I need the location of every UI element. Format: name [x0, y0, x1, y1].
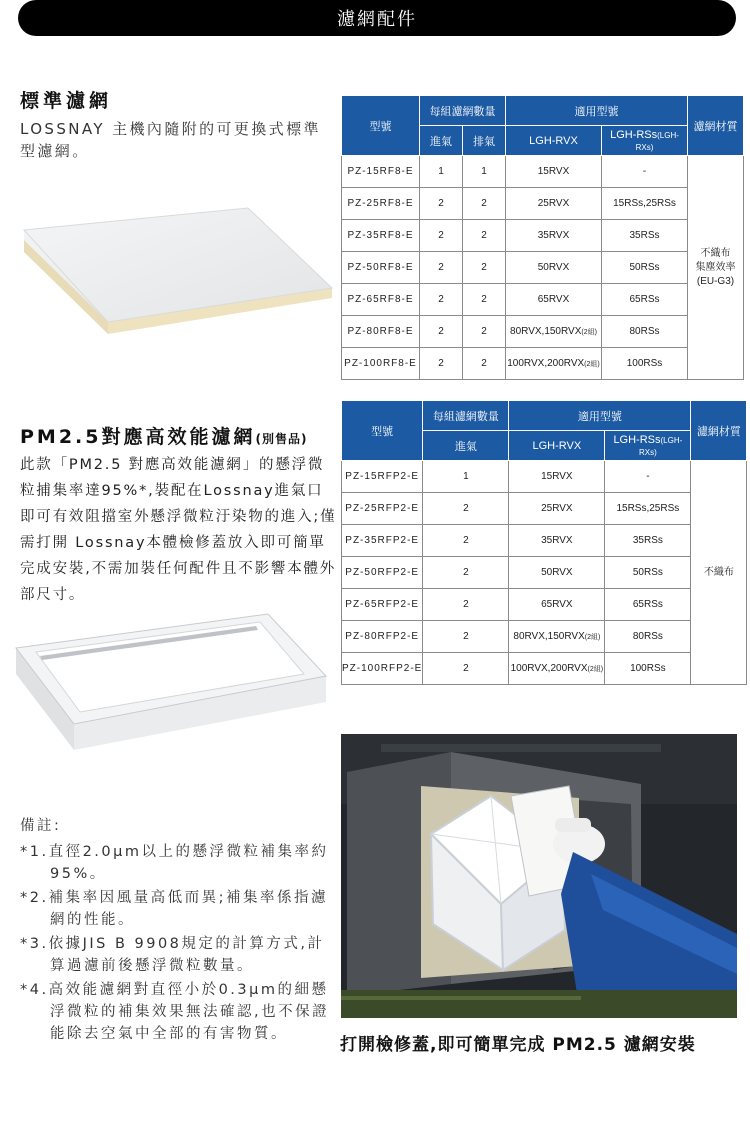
table-row: PZ-100RF8-E 2 2 100RVX,200RVX(2組) 100RSs: [342, 348, 744, 380]
header-applicable-model: 適用型號: [509, 401, 691, 431]
header-lgh-rss: LGH-RSs(LGH-RXs): [602, 126, 688, 156]
table-row: PZ-35RFP2-E 2 35RVX 35RSs: [342, 525, 747, 557]
note-item: *1.直徑2.0μm以上的懸浮微粒補集率約95%。: [20, 844, 329, 882]
pm25-filter-description: 此款「PM2.5 對應高效能濾網」的懸浮微粒捕集率達95%*,裝配在Lossnay進氣口即可有效阻擋室外懸浮微粒汙染物的進入;僅需打開 Lossnay本體檢修蓋放入即可簡單完成安裝,不需加裝任何配件且不影響本體外部尺寸。: [20, 457, 337, 603]
header-lgh-rss: LGH-RSs(LGH-RXs): [605, 431, 691, 461]
header-model: 型號: [342, 96, 420, 156]
table-row: PZ-15RF8-E 1 1 15RVX - 不織布 集塵效率 (EU-G3): [342, 156, 744, 188]
pm25-filter-title: PM2.5對應高效能濾網(別售品): [20, 426, 308, 448]
table-row: PZ-80RF8-E 2 2 80RVX,150RVX(2組) 80RSs: [342, 316, 744, 348]
header-lgh-rvx: LGH-RVX: [509, 431, 605, 461]
header-filter-qty: 每組濾網數量: [420, 96, 506, 126]
table-row: PZ-35RF8-E 2 2 35RVX 35RSs: [342, 220, 744, 252]
table-row: PZ-25RF8-E 2 2 25RVX 15RSs,25RSs: [342, 188, 744, 220]
installation-photo: [341, 734, 737, 1018]
standard-filter-spec-table: [341, 95, 744, 380]
pm25-filter-image: [14, 612, 334, 752]
note-item: *4.高效能濾網對直徑小於0.3μm的細懸浮微粒的補集效果無法確認,也不保證能除去空氣中全部的有害物質。: [20, 982, 330, 1042]
table-row: PZ-50RFP2-E 2 50RVX 50RSs: [342, 557, 747, 589]
standard-filter-description: LOSSNAY 主機內隨附的可更換式標準型濾網。: [20, 120, 321, 160]
pm25-filter-spec-table: [341, 400, 747, 685]
note-item: *3.依據JIS B 9908規定的計算方式,計算過濾前後懸浮微粒數量。: [20, 936, 325, 974]
header-filter-qty: 每組濾網數量: [423, 401, 509, 431]
table-row: PZ-65RF8-E 2 2 65RVX 65RSs: [342, 284, 744, 316]
header-intake: 進氣: [420, 126, 463, 156]
table-row: PZ-50RF8-E 2 2 50RVX 50RSs: [342, 252, 744, 284]
notes: [20, 815, 340, 1047]
table-row: PZ-15RFP2-E 1 15RVX - 不織布: [342, 461, 747, 493]
table-row: PZ-25RFP2-E 2 25RVX 15RSs,25RSs: [342, 493, 747, 525]
header-filter-material: 濾網材質: [691, 401, 747, 461]
header-applicable-model: 適用型號: [506, 96, 688, 126]
material-cell: 不織布 集塵效率 (EU-G3): [688, 156, 744, 380]
header-filter-material: 濾網材質: [688, 96, 744, 156]
header-exhaust: 排氣: [463, 126, 506, 156]
material-cell: 不織布: [691, 461, 747, 685]
page-banner: [18, 0, 736, 36]
photo-caption: 打開檢修蓋,即可簡單完成 PM2.5 濾網安裝: [340, 1035, 696, 1055]
note-item: *2.補集率因風量高低而異;補集率係指濾網的性能。: [20, 890, 328, 928]
header-intake: 進氣: [423, 431, 509, 461]
table-row: PZ-65RFP2-E 2 65RVX 65RSs: [342, 589, 747, 621]
notes-heading: 備註:: [20, 818, 62, 834]
table-row: PZ-100RFP2-E 2 100RVX,200RVX(2組) 100RSs: [342, 653, 747, 685]
header-model: 型號: [342, 401, 423, 461]
table-row: PZ-80RFP2-E 2 80RVX,150RVX(2組) 80RSs: [342, 621, 747, 653]
banner-title: 濾網配件: [337, 9, 417, 30]
standard-filter-image: [18, 200, 338, 340]
header-lgh-rvx: LGH-RVX: [506, 126, 602, 156]
standard-filter-title: 標準濾網: [20, 90, 113, 112]
